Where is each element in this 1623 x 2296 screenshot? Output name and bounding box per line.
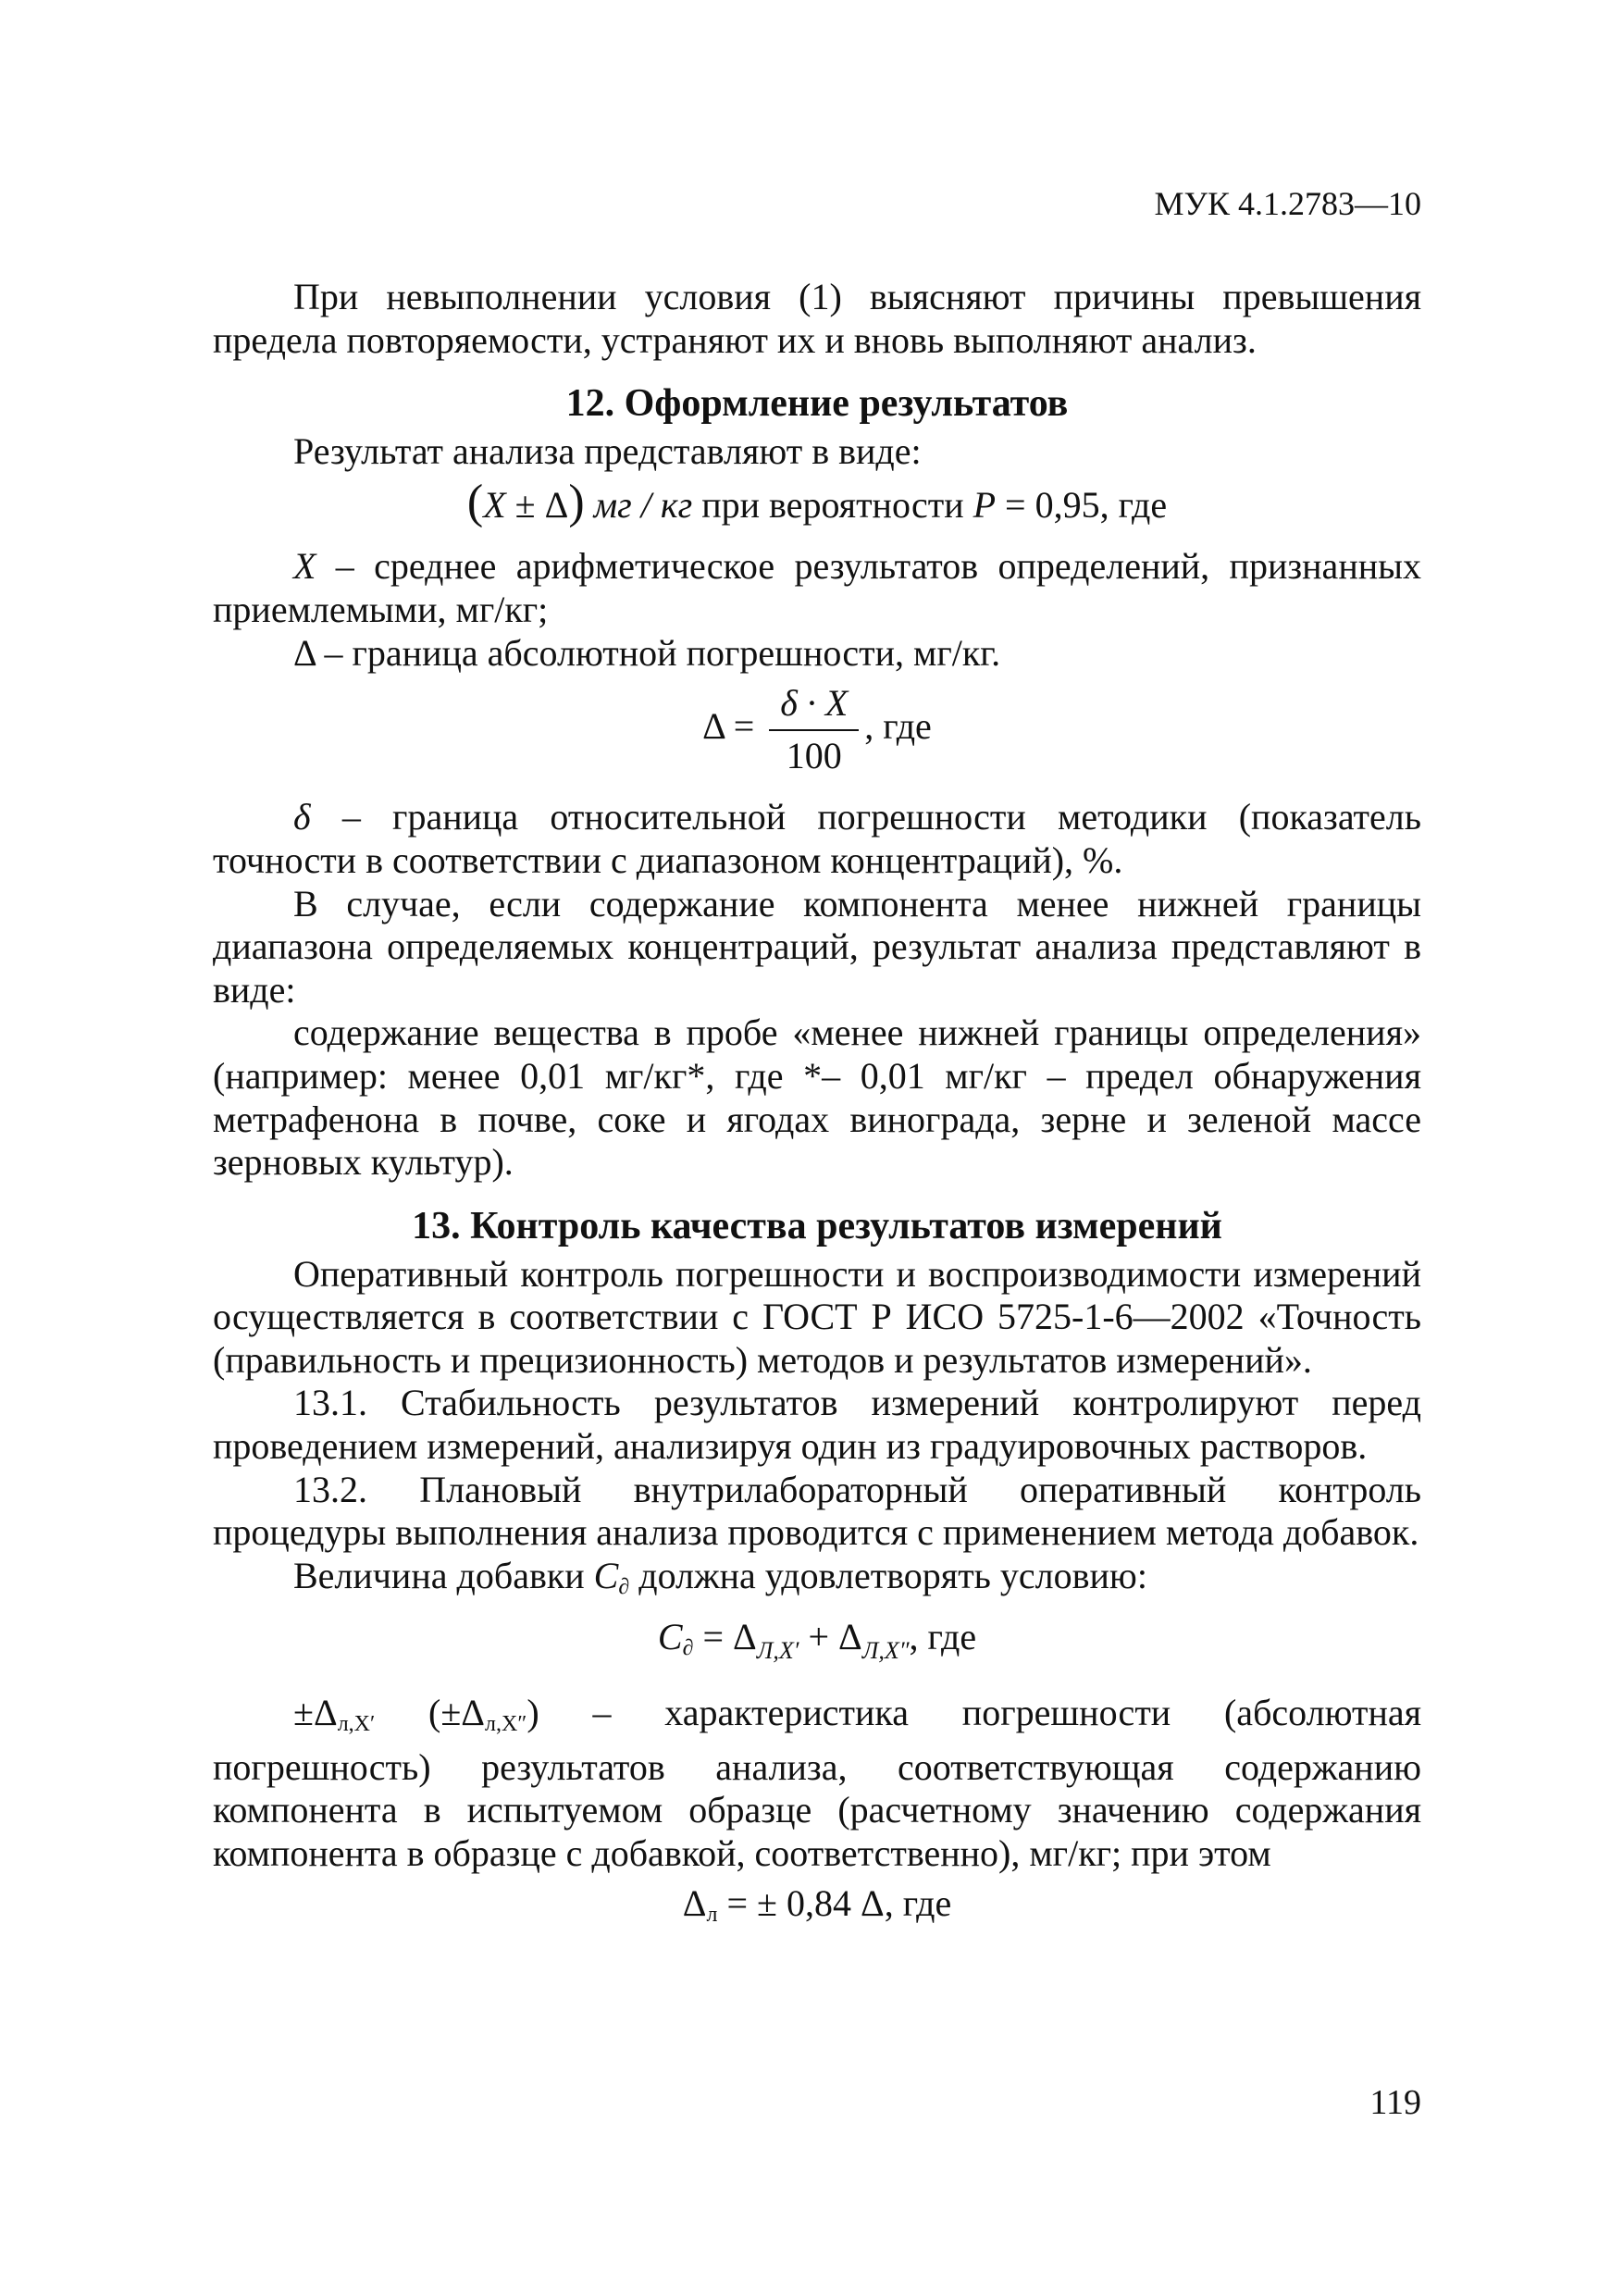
page-number: 119	[1369, 2083, 1421, 2122]
case-paragraph: В случае, если содержание компонента менее нижней границы диапазона определяемых концентраций, результат анализа представляют в виде:	[213, 882, 1421, 1011]
section-13-heading: 13. Контроль качества результатов измерений	[412, 1204, 1222, 1247]
section-12-lead: Результат анализа представляют в виде:	[293, 430, 922, 473]
fraction: $\frac{\delta \cdot X}{100}$	[769, 682, 859, 777]
definition-delta: Δ – граница абсолютной погрешности, мг/кг.	[293, 631, 1001, 674]
document-code-header: МУК 4.1.2783—10	[1154, 185, 1421, 222]
error-characteristic-paragraph: ±Δл,X′ (±Δл,X″) – характеристика погрешности (абсолютная погрешность) результатов анализа, соответствующая содержанию компонента в испытуемом образце (расчетному значению содержания компонента в образце с добавкой, соответственно), мг/кг; при этом	[213, 1692, 1421, 1874]
definition-delta-relative: δ – граница относительной погрешности методики (показатель точности в соответствии с диапазоном концентраций), %.	[213, 796, 1421, 881]
additive-condition-paragraph: Величина добавки C∂ должна удовлетворять условию:	[293, 1554, 1147, 1599]
delta-l-formula: Δл = ± 0,84 Δ, где	[682, 1882, 952, 1928]
section-13-paragraph-1: Оперативный контроль погрешности и воспроизводимости измерений осуществляется в соответствии с ГОСТ Р ИСО 5725-1-6—2002 «Точность (правильность и прецизионность) методов и результатов измерений».	[213, 1252, 1421, 1381]
definition-x: X – среднее арифметическое результатов определений, признанных приемлемыми, мг/кг;	[213, 545, 1421, 630]
unit-label: мг / кг	[593, 483, 693, 526]
result-formula: (X ± Δ) мг / кг при вероятности P = 0,95, где	[466, 475, 1168, 528]
additive-formula: $C\partial = \Delta_{Л,X'} + \Delta_{Л,X''}$, где	[657, 1616, 977, 1665]
page-body	[213, 276, 1421, 1955]
intro-paragraph: При невыполнении условия (1) выясняют причины превышения предела повторяемости, устраняют их и вновь выполняют анализ.	[213, 276, 1421, 361]
delta-formula: Δ = $\frac{\delta \cdot X}{100}$ , где	[702, 682, 932, 776]
content-paragraph: содержание вещества в пробе «менее нижней границы определения» (например: менее 0,01 мг/кг*, где *– 0,01 мг/кг – предел обнаружения метрафенона в почве, соке и ягодах винограда, зерне и зеленой массе зерновых культур).	[213, 1011, 1421, 1184]
section-13-1-paragraph: 13.1. Стабильность результатов измерений контролируют перед проведением измерений, анализируя один из градуировочных растворов.	[213, 1382, 1421, 1468]
section-13-2-paragraph: 13.2. Плановый внутрилабораторный оперативный контроль процедуры выполнения анализа проводится с применением метода добавок.	[213, 1468, 1421, 1554]
section-12-heading: 12. Оформление результатов	[565, 382, 1069, 426]
